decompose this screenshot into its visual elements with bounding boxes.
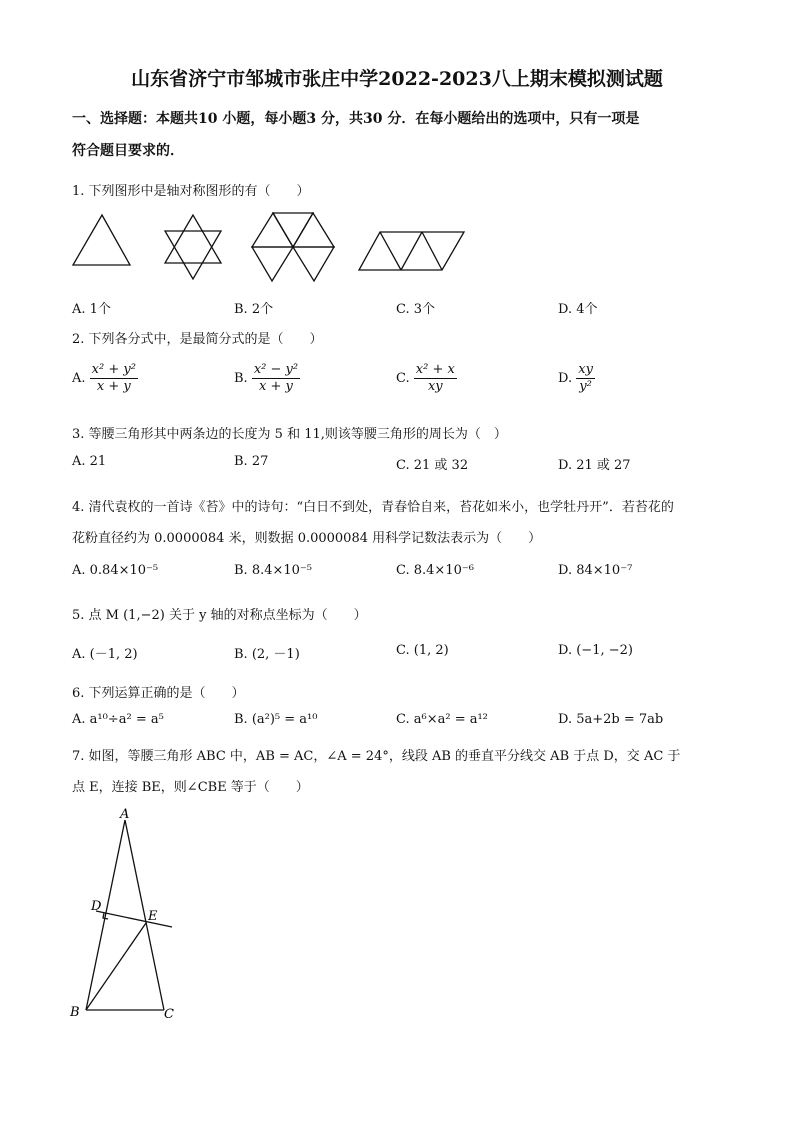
label-e: E bbox=[148, 909, 158, 924]
question-7-triangle-figure bbox=[60, 800, 200, 1030]
q2-fraction-a bbox=[90, 362, 138, 395]
segment-ac bbox=[125, 820, 164, 1010]
question-1-figures bbox=[60, 205, 480, 290]
question-3-stem: 3. 等腰三角形其中两条边的长度为 5 和 11,则该等腰三角形的周长为（ ） bbox=[72, 427, 507, 442]
q3-option-d: D. 21 或 27 bbox=[558, 458, 631, 473]
fraction-denominator: x + y bbox=[96, 379, 131, 394]
question-1-stem: 1. 下列图形中是轴对称图形的有（ ） bbox=[72, 184, 310, 199]
figure-triangle bbox=[73, 215, 130, 265]
q3-option-a: A. 21 bbox=[72, 454, 107, 469]
q5-option-d: D. (−1, −2) bbox=[558, 643, 633, 658]
q4-option-b: B. 8.4×10⁻⁵ bbox=[234, 563, 312, 578]
q3-option-b: B. 27 bbox=[234, 454, 269, 469]
question-4-line2: 花粉直径约为 0.0000084 米，则数据 0.0000084 用科学记数法表示为（ ） bbox=[72, 531, 542, 546]
q1-option-d: D. 4个 bbox=[558, 302, 598, 317]
q2-fraction-d bbox=[576, 362, 595, 395]
q5-option-b: B. (2, －1) bbox=[234, 647, 300, 662]
question-7-line2: 点 E，连接 BE，则∠CBE 等于（ ） bbox=[72, 780, 309, 795]
q3-option-c: C. 21 或 32 bbox=[396, 458, 469, 473]
q5-option-c: C. (1, 2) bbox=[396, 643, 449, 658]
q4-option-d: D. 84×10⁻⁷ bbox=[558, 563, 633, 578]
fraction-numerator: x² + x bbox=[415, 362, 455, 377]
section-heading-line2: 符合题目要求的． bbox=[72, 143, 184, 159]
question-7-line1: 7. 如图，等腰三角形 ABC 中，AB = AC，∠A = 24°，线段 AB 的垂直平分线交 AB 于点 D，交 AC 于 bbox=[72, 749, 681, 764]
q1-option-b: B. 2个 bbox=[234, 302, 274, 317]
q2-option-d-label: D. bbox=[558, 371, 573, 386]
fraction-numerator: xy bbox=[578, 362, 593, 377]
fraction-denominator: xy bbox=[427, 379, 443, 394]
q2-option-c bbox=[396, 362, 457, 395]
fraction-numerator: x² + y² bbox=[91, 362, 136, 377]
label-a: A bbox=[120, 807, 130, 822]
q2-option-b bbox=[234, 362, 300, 395]
q6-option-a: A. a¹⁰÷a² = a⁵ bbox=[72, 712, 164, 727]
label-c: C bbox=[164, 1007, 174, 1022]
q2-option-a-label: A. bbox=[72, 371, 86, 386]
q6-option-c: C. a⁶×a² = a¹² bbox=[396, 712, 488, 727]
section-heading-line1: 一、选择题：本题共10 小题，每小题3 分，共30 分．在每小题给出的选项中，只有一项是 bbox=[72, 111, 640, 127]
figure-three-triangles bbox=[252, 213, 334, 281]
q1-option-c: C. 3个 bbox=[396, 302, 436, 317]
q2-option-c-label: C. bbox=[396, 371, 410, 386]
fraction-numerator: x² − y² bbox=[253, 362, 299, 377]
q4-option-a: A. 0.84×10⁻⁵ bbox=[72, 563, 159, 578]
q2-option-a bbox=[72, 362, 138, 395]
q2-fraction-b bbox=[252, 362, 300, 395]
question-2-stem: 2. 下列各分式中，是最简分式的是（ ） bbox=[72, 332, 323, 347]
label-d: D bbox=[91, 899, 102, 914]
fraction-denominator: y² bbox=[579, 379, 592, 394]
figure-star bbox=[165, 215, 221, 279]
fraction-denominator: x + y bbox=[259, 379, 293, 394]
q6-option-d: D. 5a+2b = 7ab bbox=[558, 712, 664, 727]
q5-option-a: A. (－1, 2) bbox=[72, 647, 138, 662]
q1-option-a: A. 1个 bbox=[72, 302, 111, 317]
question-5-stem: 5. 点 M (1,−2) 关于 y 轴的对称点坐标为（ ） bbox=[72, 608, 367, 623]
question-6-stem: 6. 下列运算正确的是（ ） bbox=[72, 686, 245, 701]
q2-option-d bbox=[558, 362, 595, 395]
page-title: 山东省济宁市邹城市张庄中学2022-2023八上期末模拟测试题 bbox=[131, 68, 663, 90]
label-b: B bbox=[70, 1005, 80, 1020]
figure-parallelogram bbox=[359, 232, 464, 270]
q2-fraction-c bbox=[414, 362, 457, 395]
q2-option-b-label: B. bbox=[234, 371, 248, 386]
q4-option-c: C. 8.4×10⁻⁶ bbox=[396, 563, 474, 578]
q6-option-b: B. (a²)⁵ = a¹⁰ bbox=[234, 712, 318, 727]
question-4-line1: 4. 清代袁枚的一首诗《苔》中的诗句：“白日不到处，青春恰自来，苔花如米小，也学牡丹开”．若苔花的 bbox=[72, 500, 674, 515]
